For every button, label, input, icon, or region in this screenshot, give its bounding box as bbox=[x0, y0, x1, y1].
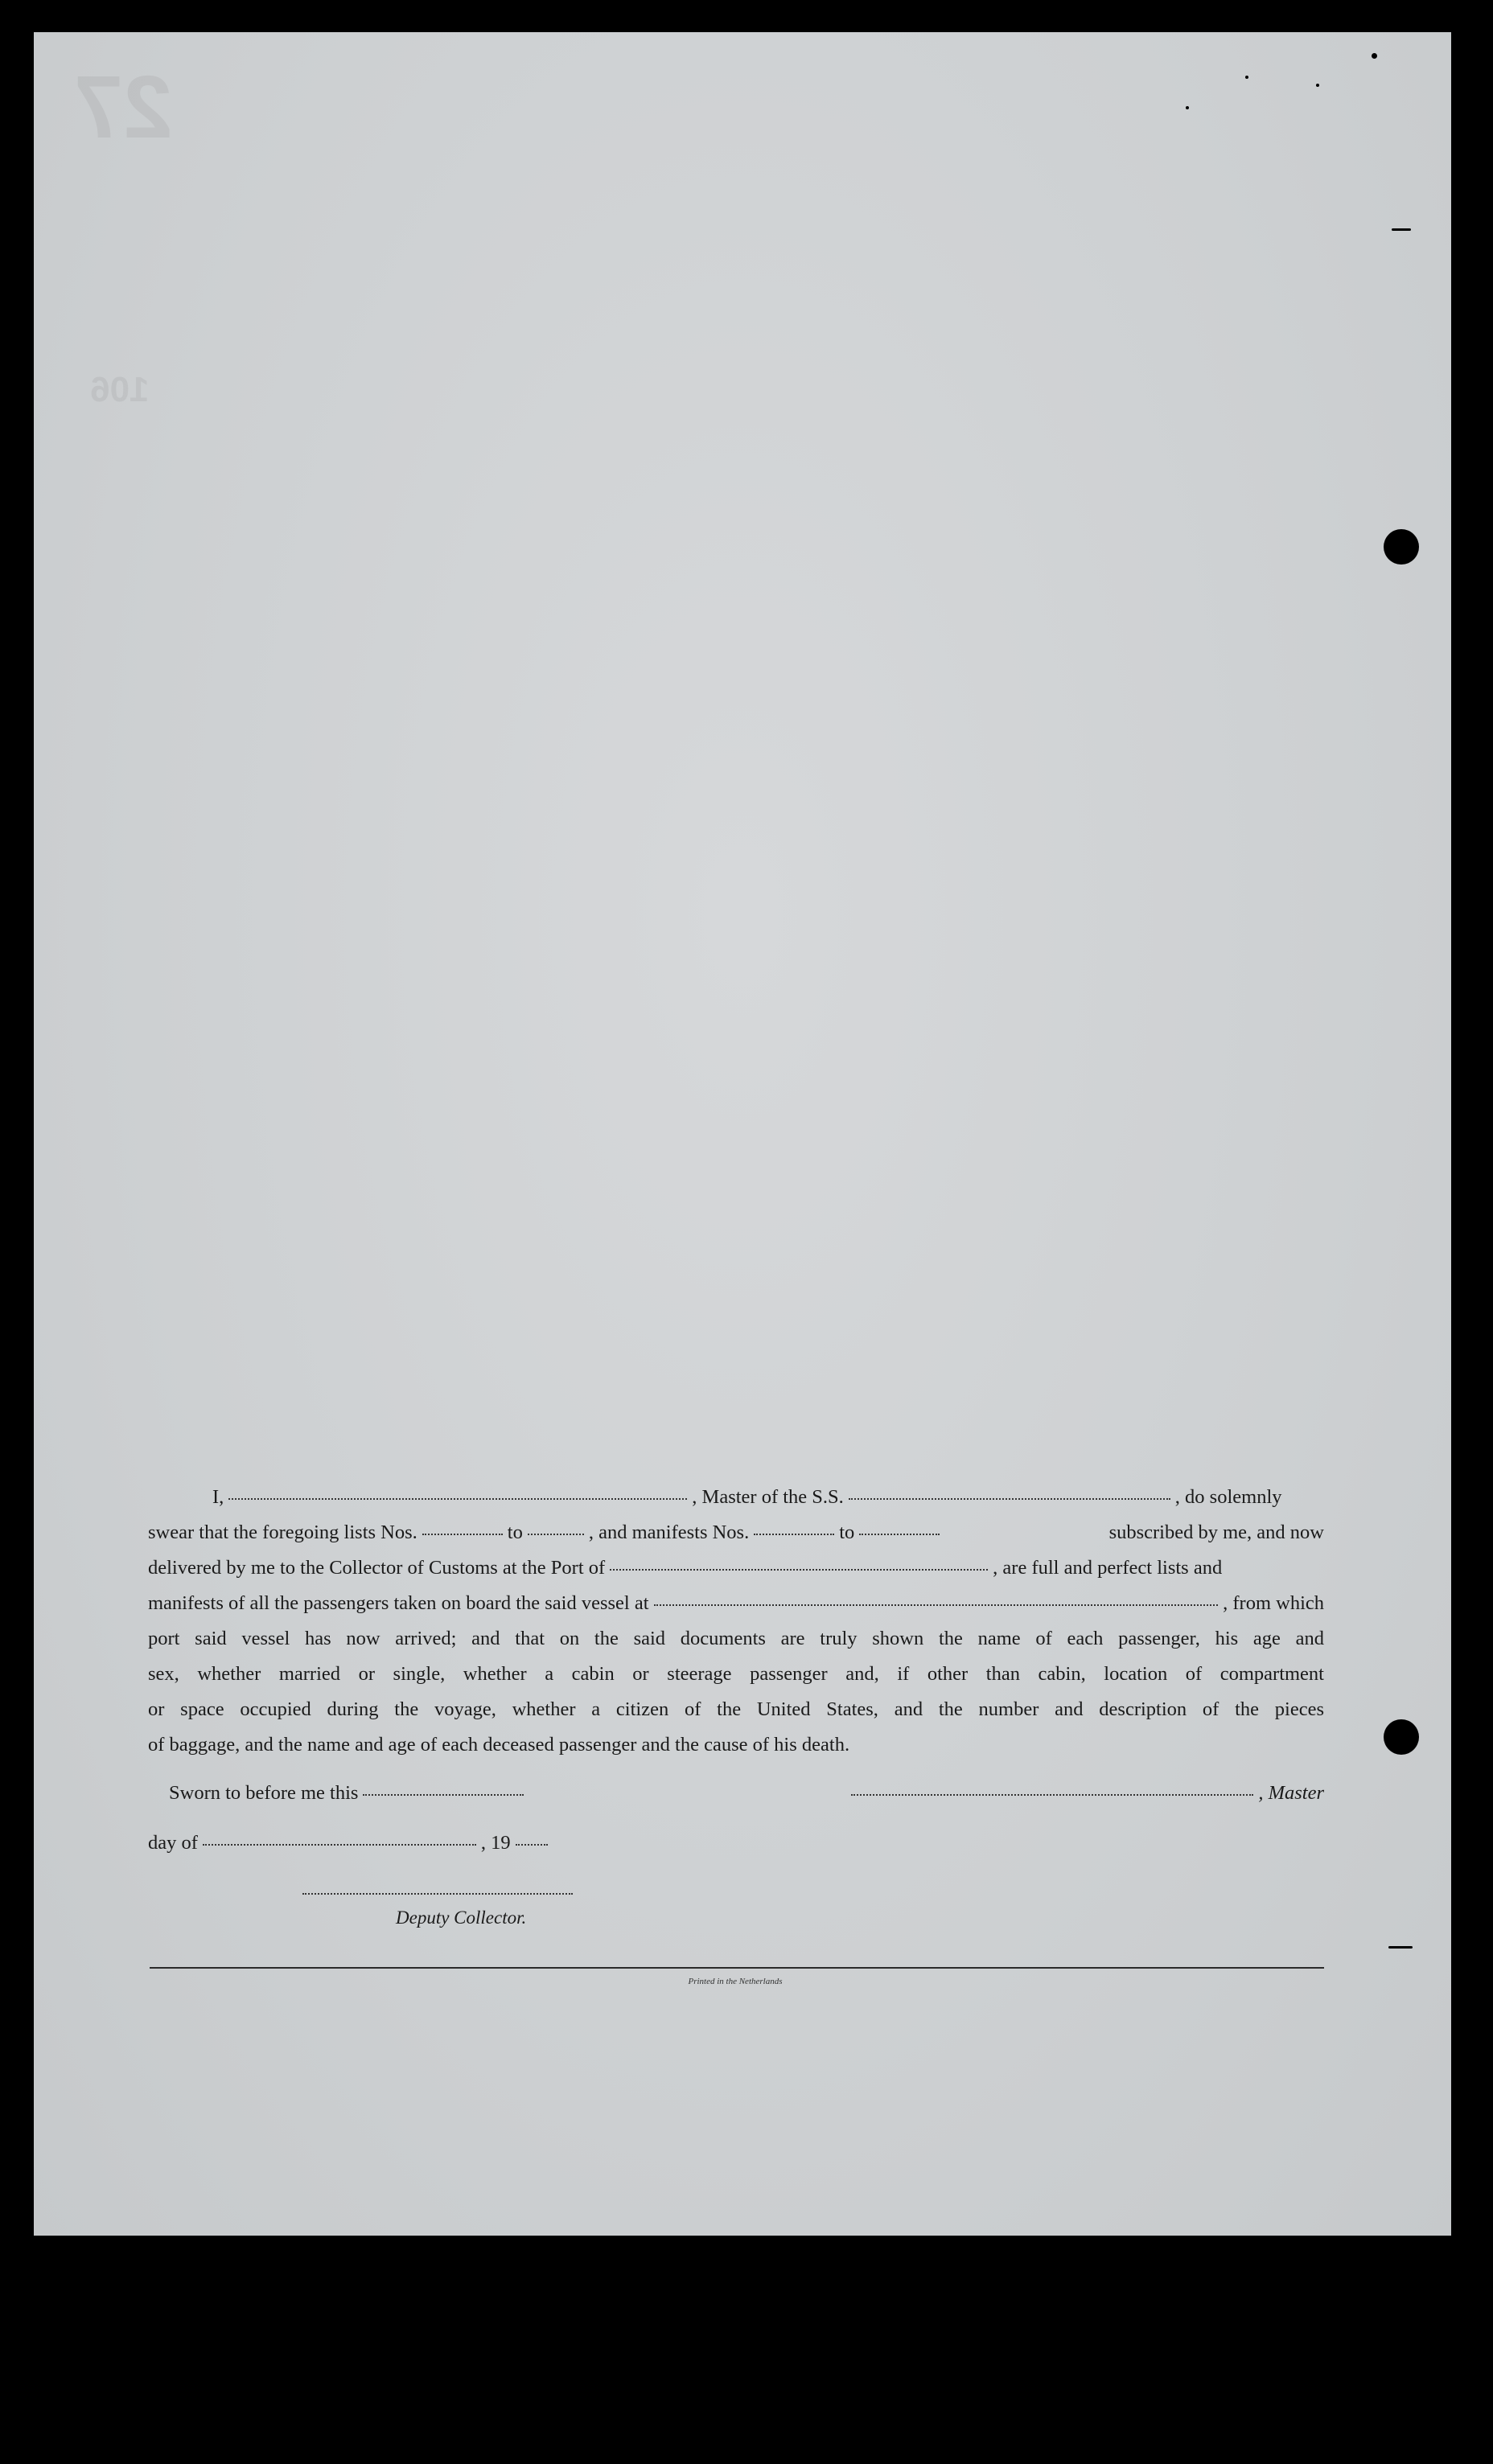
oath-line-2: swear that the foregoing lists Nos. to , and manifests Nos. to subscribed by me, and now bbox=[148, 1522, 1324, 1543]
speck bbox=[1245, 76, 1248, 79]
oath-line-4: manifests of all the passengers taken on board the said vessel at , from which bbox=[148, 1592, 1324, 1614]
punch-hole bbox=[1384, 1719, 1419, 1755]
footer-rule bbox=[150, 1967, 1324, 1969]
deputy-collector-label: Deputy Collector. bbox=[396, 1908, 527, 1928]
printed-in-label: Printed in the Netherlands bbox=[688, 1977, 783, 1986]
document-page bbox=[34, 32, 1451, 2236]
port-field[interactable] bbox=[610, 1568, 988, 1571]
oath-line-7: or space occupied during the voyage, whether a citizen of the United States, and the number and description of the pieces bbox=[148, 1698, 1324, 1720]
oath-line-5: port said vessel has now arrived; and that on the said documents are truly shown the name of each passenger, his age and bbox=[148, 1628, 1324, 1649]
month-field[interactable] bbox=[203, 1843, 476, 1846]
oath-line-1: I, , Master of the S.S. , do solemnly bbox=[212, 1486, 1282, 1508]
speck bbox=[1186, 106, 1189, 109]
ship-name-field[interactable] bbox=[849, 1497, 1170, 1500]
speck bbox=[1316, 84, 1319, 87]
deputy-signature-field[interactable] bbox=[302, 1893, 573, 1895]
master-name-field[interactable] bbox=[228, 1497, 687, 1500]
oath-line-6: sex, whether married or single, whether a cabin or steerage passenger and, if other than cabin, location of compartment bbox=[148, 1663, 1324, 1685]
lists-from-field[interactable] bbox=[422, 1533, 503, 1535]
oath-line-3: delivered by me to the Collector of Customs at the Port of , are full and perfect lists and bbox=[148, 1557, 1223, 1579]
speck bbox=[162, 2400, 166, 2406]
speck bbox=[1392, 228, 1411, 231]
lists-to-field[interactable] bbox=[528, 1533, 584, 1535]
speck bbox=[1372, 53, 1377, 59]
day-of-line: day of , 19 bbox=[148, 1825, 1324, 1861]
vessel-departure-field[interactable] bbox=[654, 1604, 1219, 1606]
manifests-to-field[interactable] bbox=[859, 1533, 940, 1535]
master-signature-field[interactable] bbox=[851, 1793, 1253, 1796]
oath-line-8: of baggage, and the name and age of each deceased passenger and the cause of his death. bbox=[148, 1734, 850, 1756]
year-field[interactable] bbox=[516, 1843, 548, 1846]
bleed-through-number: 106 bbox=[90, 370, 150, 409]
sworn-line: Sworn to before me this , Master bbox=[169, 1782, 1324, 1804]
punch-hole bbox=[1384, 529, 1419, 565]
sworn-date-field[interactable] bbox=[363, 1793, 524, 1796]
manifests-from-field[interactable] bbox=[754, 1533, 834, 1535]
oath-form bbox=[148, 1480, 1324, 1861]
bleed-through-number: 27 bbox=[74, 58, 173, 157]
speck bbox=[1388, 1946, 1413, 1949]
